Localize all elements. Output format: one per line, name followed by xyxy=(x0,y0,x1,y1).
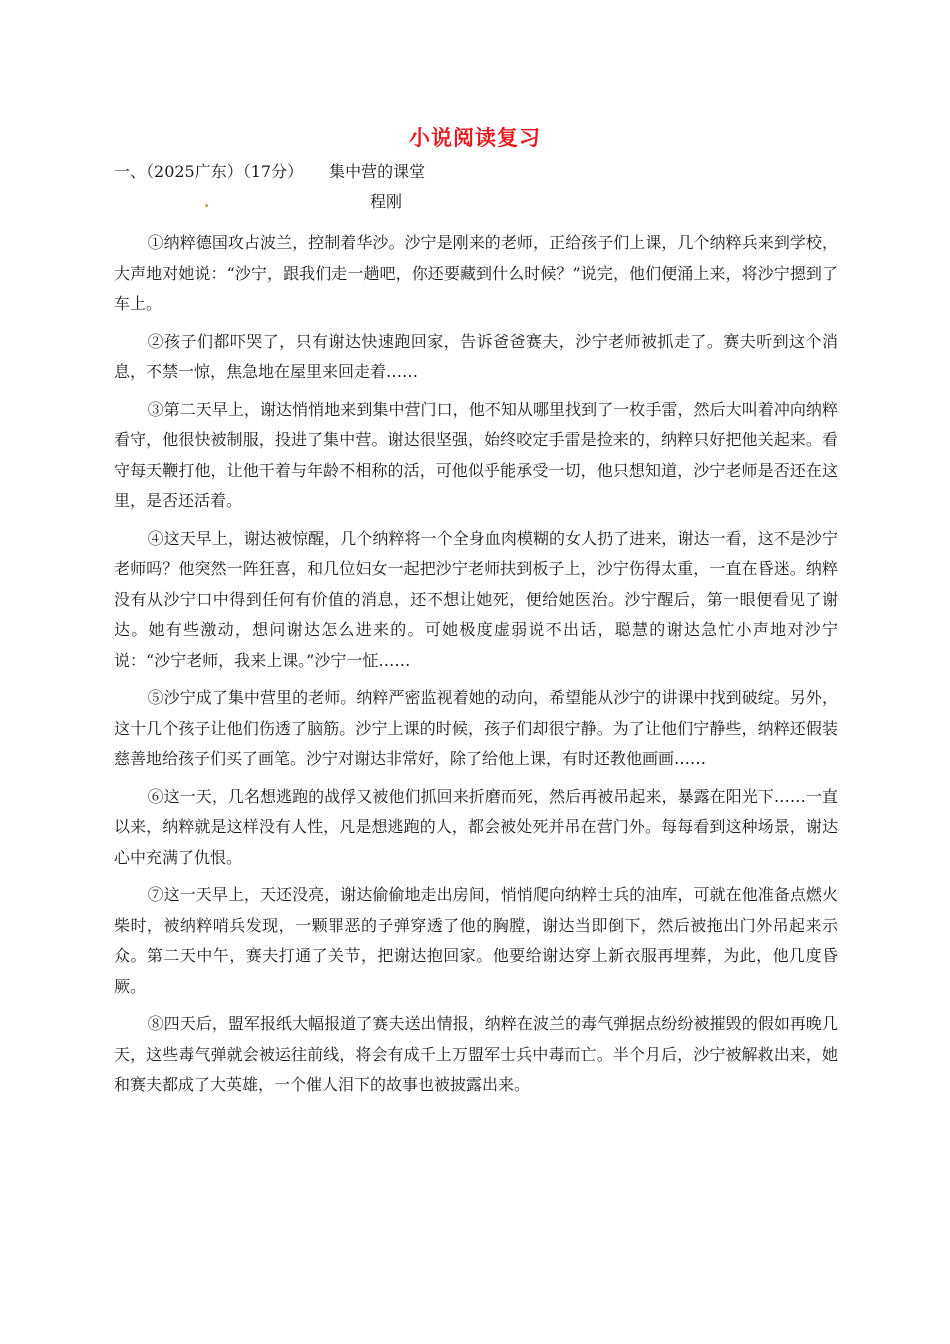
document-title: 小说阅读复习 xyxy=(409,126,541,150)
paragraph-2: ②孩子们都吓哭了，只有谢达快速跑回家，告诉爸爸赛夫，沙宁老师被抓走了。赛夫听到这个消息，不禁一惊，焦急地在屋里来回走着…… xyxy=(114,331,838,381)
question-number: 一、 xyxy=(114,162,147,181)
paragraph-4: ④这天早上，谢达被惊醒，几个纳粹将一个全身血肉模糊的女人扔了进来，谢达一看，这不是沙宁老师吗？他突然一阵狂喜，和几位妇女一起把沙宁老师扶到板子上，沙宁伤得太重，一直在昏迷。纳粹没有从沙宁口中得到任何有价值的消息，还不想让她死，便给她医治。沙宁醒后，第一眼便看见了谢达。她有些激动，想问谢达怎么进来的。可她极度虚弱说不出话，聪慧的谢达急忙小声地对沙宁说：“沙宁老师，我来上课。”沙宁一怔…… xyxy=(114,528,838,670)
story-title: 集中营的课堂 xyxy=(329,162,426,181)
question-header xyxy=(114,160,425,184)
story-body xyxy=(114,228,838,1108)
paragraph-1: ①纳粹德国攻占波兰，控制着华沙。沙宁是刚来的老师，正给孩子们上课，几个纳粹兵来到学校，大声地对她说：“沙宁，跟我们走一趟吧，你还要藏到什么时候？”说完，他们便涌上来，将沙宁摁到了车上。 xyxy=(114,233,838,313)
paragraph-6: ⑥这一天，几名想逃跑的战俘又被他们抓回来折磨而死，然后再被吊起来，暴露在阳光下……一直以来，纳粹就是这样没有人性，凡是想逃跑的人，都会被处死并吊在营门外。每每看到这种场景，谢达心中充满了仇恨。 xyxy=(114,786,838,867)
story-author: 程刚 xyxy=(370,192,403,211)
paragraph-5: ⑤沙宁成了集中营里的老师。纳粹严密监视着她的动向，希望能从沙宁的讲课中找到破绽。另外，这十几个孩子让他们伤透了脑筋。沙宁上课的时候，孩子们却很宁静。为了让他们宁静些，纳粹还假装慈善地给孩子们买了画笔。沙宁对谢达非常好，除了给他上课，有时还教他画画…… xyxy=(114,688,838,768)
scan-speck xyxy=(205,204,208,207)
paragraph-3: ③第二天早上，谢达悄悄地来到集中营门口，他不知从哪里找到了一枚手雷，然后大叫着冲向纳粹看守，他很快被制服，投进了集中营。谢达很坚强，始终咬定手雷是捡来的，纳粹只好把他关起来。看守每天鞭打他，让他干着与年龄不相称的活，可他似乎能承受一切，他只想知道，沙宁老师是否还在这里，是否还活着。 xyxy=(114,399,838,510)
paragraph-7: ⑦这一天早上，天还没亮，谢达偷偷地走出房间，悄悄爬向纳粹士兵的油库，可就在他准备点燃火柴时，被纳粹哨兵发现，一颗罪恶的子弹穿透了他的胸膛，谢达当即倒下，然后被拖出门外吊起来示众。第二天中午，赛夫打通了关节，把谢达抱回家。他要给谢达穿上新衣服再埋葬，为此，他几度昏厥。 xyxy=(114,885,838,996)
question-source: （2025广东）（17分） xyxy=(146,162,304,181)
paragraph-8: ⑧四天后，盟军报纸大幅报道了赛夫送出情报，纳粹在波兰的毒气弹据点纷纷被摧毁的假如再晚几天，这些毒气弹就会被运往前线，将会有成千上万盟军士兵中毒而亡。半个月后，沙宁被解救出来，她和赛夫都成了大英雄，一个催人泪下的故事也被披露出来。 xyxy=(114,1014,838,1094)
